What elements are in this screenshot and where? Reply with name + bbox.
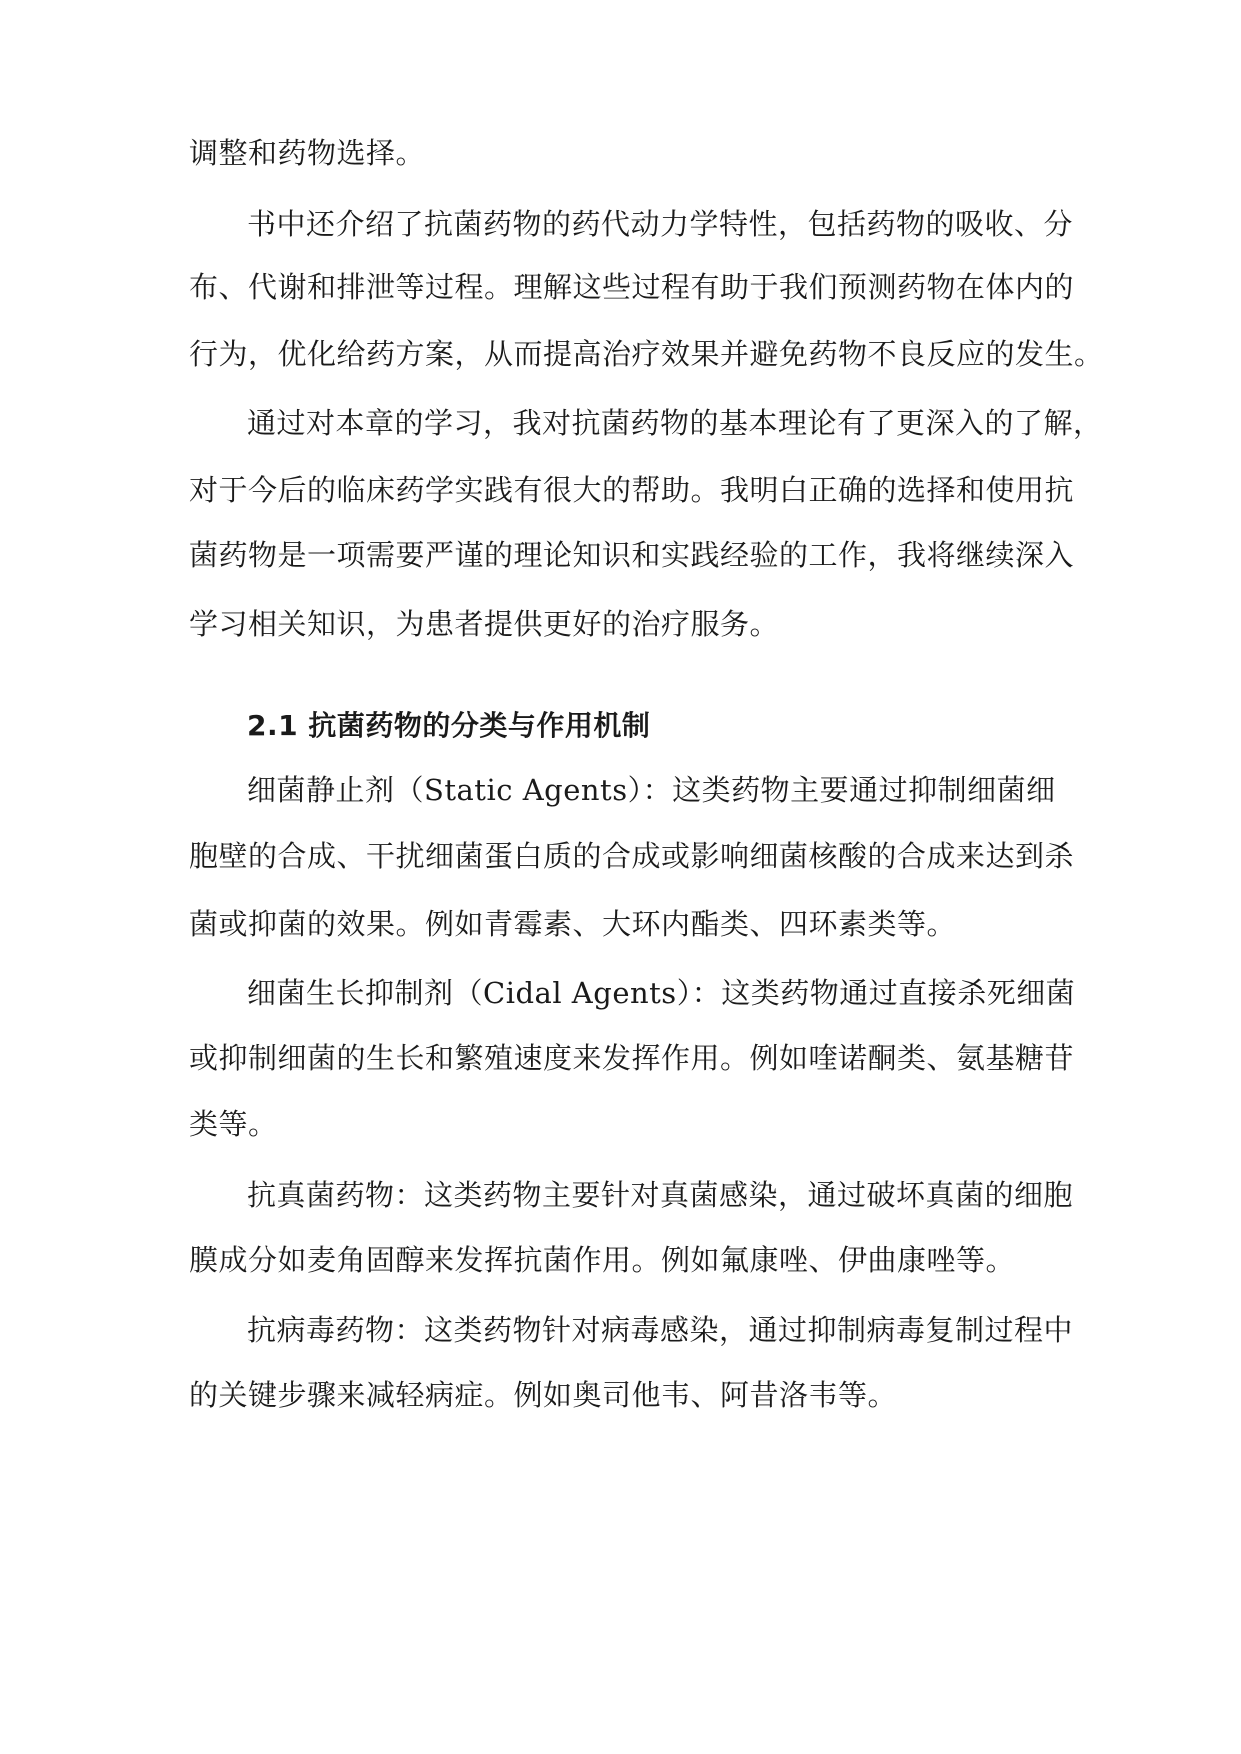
paragraph-line: 书中还介绍了抗菌药物的药代动力学特性，包括药物的吸收、分: [247, 207, 1074, 241]
paragraph-line: 学习相关知识，为患者提供更好的治疗服务。: [189, 607, 780, 641]
paragraph-line: 抗真菌药物：这类药物主要针对真菌感染，通过破坏真菌的细胞: [247, 1178, 1074, 1212]
paragraph-line: 通过对本章的学习，我对抗菌药物的基本理论有了更深入的了解，: [247, 406, 1103, 440]
paragraph-line: 菌药物是一项需要严谨的理论知识和实践经验的工作，我将继续深入: [189, 538, 1075, 572]
paragraph-line: 细菌静止剂（Static Agents）：这类药物主要通过抑制细菌细: [247, 773, 1056, 807]
paragraph-line: 膜成分如麦角固醇来发挥抗菌作用。例如氟康唑、伊曲康唑等。: [189, 1243, 1016, 1277]
paragraph-line: 菌或抑菌的效果。例如青霉素、大环内酯类、四环素类等。: [189, 907, 957, 941]
section-heading: 2.1 抗菌药物的分类与作用机制: [247, 709, 651, 742]
paragraph-line: 细菌生长抑制剂（Cidal Agents）：这类药物通过直接杀死细菌: [247, 976, 1076, 1010]
paragraph-line: 的关键步骤来减轻病症。例如奥司他韦、阿昔洛韦等。: [189, 1378, 898, 1412]
paragraph-line: 调整和药物选择。: [189, 136, 426, 170]
paragraph-line: 抗病毒药物：这类药物针对病毒感染，通过抑制病毒复制过程中: [247, 1313, 1074, 1347]
paragraph-line: 布、代谢和排泄等过程。理解这些过程有助于我们预测药物在体内的: [189, 270, 1075, 304]
paragraph-line: 类等。: [189, 1107, 278, 1141]
paragraph-line: 或抑制细菌的生长和繁殖速度来发挥作用。例如喹诺酮类、氨基糖苷: [189, 1041, 1075, 1075]
paragraph-line: 对于今后的临床药学实践有很大的帮助。我明白正确的选择和使用抗: [189, 473, 1075, 507]
paragraph-line: 行为，优化给药方案，从而提高治疗效果并避免药物不良反应的发生。: [189, 337, 1104, 371]
paragraph-line: 胞壁的合成、干扰细菌蛋白质的合成或影响细菌核酸的合成来达到杀: [189, 839, 1075, 873]
